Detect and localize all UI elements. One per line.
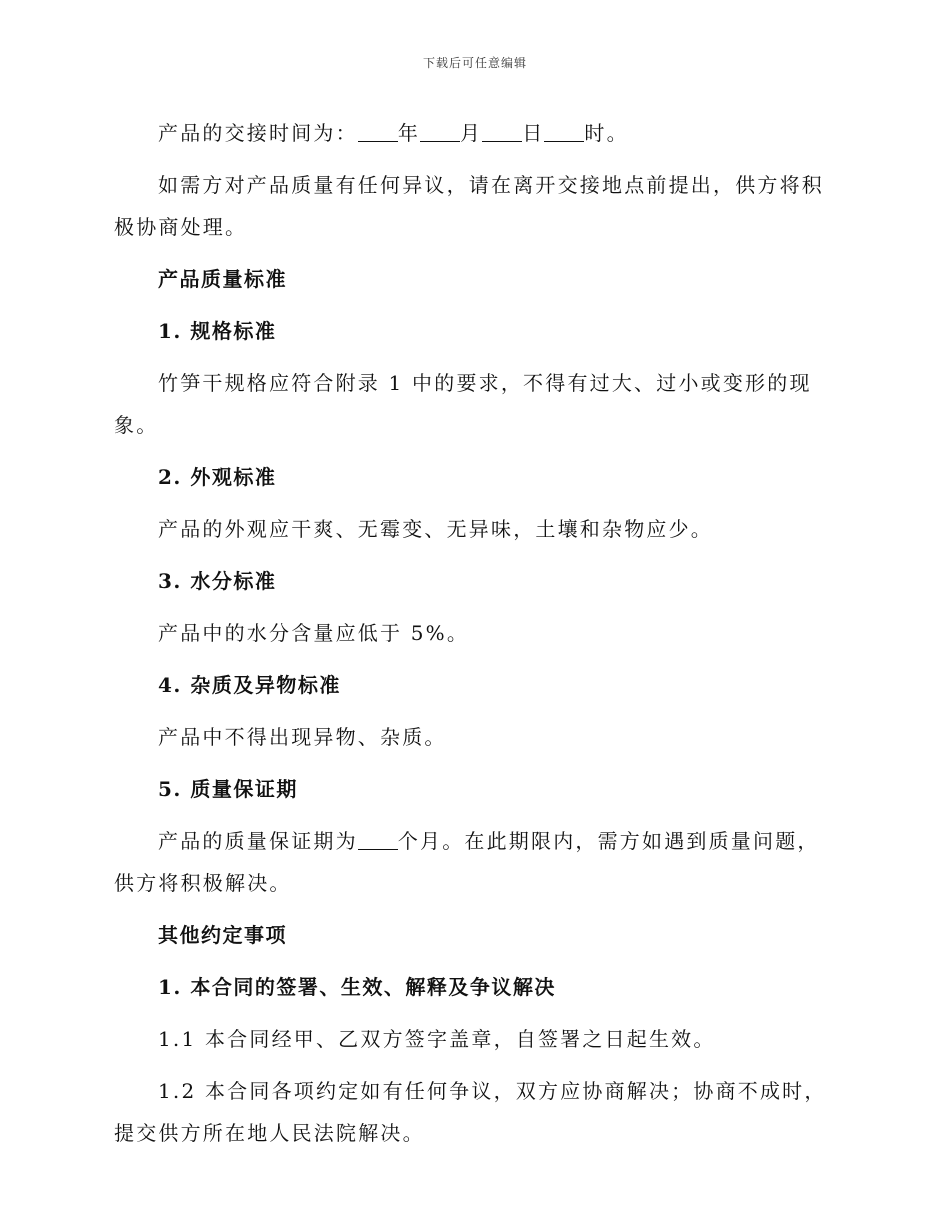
other-section-title: 其他约定事项 [158, 923, 287, 947]
warranty-prefix: 产品的质量保证期为 [158, 829, 358, 853]
quality-section-title: 产品质量标准 [158, 267, 287, 291]
year-blank [358, 121, 398, 142]
warranty-heading: 5. 质量保证期 [158, 777, 298, 801]
clause-1-1: 1.1 本合同经甲、乙双方签字盖章，自签署之日起生效。 [158, 1027, 716, 1051]
day-blank [482, 121, 522, 142]
delivery-time-line [114, 112, 838, 154]
appearance-paragraph: 产品的外观应干爽、无霉变、无异味，土壤和杂物应少。 [158, 517, 713, 541]
hour-blank [544, 121, 584, 142]
year-label: 年 [397, 121, 421, 145]
hour-label: 时。 [584, 121, 629, 145]
impurity-paragraph: 产品中不得出现异物、杂质。 [158, 725, 447, 749]
warranty-paragraph [114, 820, 838, 904]
sign-heading: 1. 本合同的签署、生效、解释及争议解决 [158, 975, 556, 999]
appearance-heading: 2. 外观标准 [158, 465, 277, 489]
warranty-suffix: 个月。在此期限内，需方如遇到质量问题，供方将积极解决。 [114, 829, 820, 895]
day-label: 日 [522, 121, 545, 145]
month-label: 月 [460, 121, 483, 145]
spec-paragraph: 竹笋干规格应符合附录 1 中的要求，不得有过大、过小或变形的现象。 [114, 371, 812, 437]
objection-paragraph: 如需方对产品质量有任何异议，请在离开交接地点前提出，供方将积极协商处理。 [114, 173, 824, 239]
delivery-time-prefix: 产品的交接时间为： [158, 121, 358, 145]
clause-1-2: 1.2 本合同各项约定如有任何争议，双方应协商解决；协商不成时，提交供方所在地人民法院解决。 [114, 1079, 827, 1145]
warranty-months-blank [358, 829, 398, 850]
document-body [114, 112, 838, 1164]
moisture-heading: 3. 水分标准 [158, 569, 277, 593]
spec-heading: 1. 规格标准 [158, 319, 277, 343]
moisture-paragraph: 产品中的水分含量应低于 5%。 [158, 621, 470, 645]
month-blank [420, 121, 460, 142]
page-header-note: 下载后可任意编辑 [422, 56, 527, 70]
impurity-heading: 4. 杂质及异物标准 [158, 673, 341, 697]
